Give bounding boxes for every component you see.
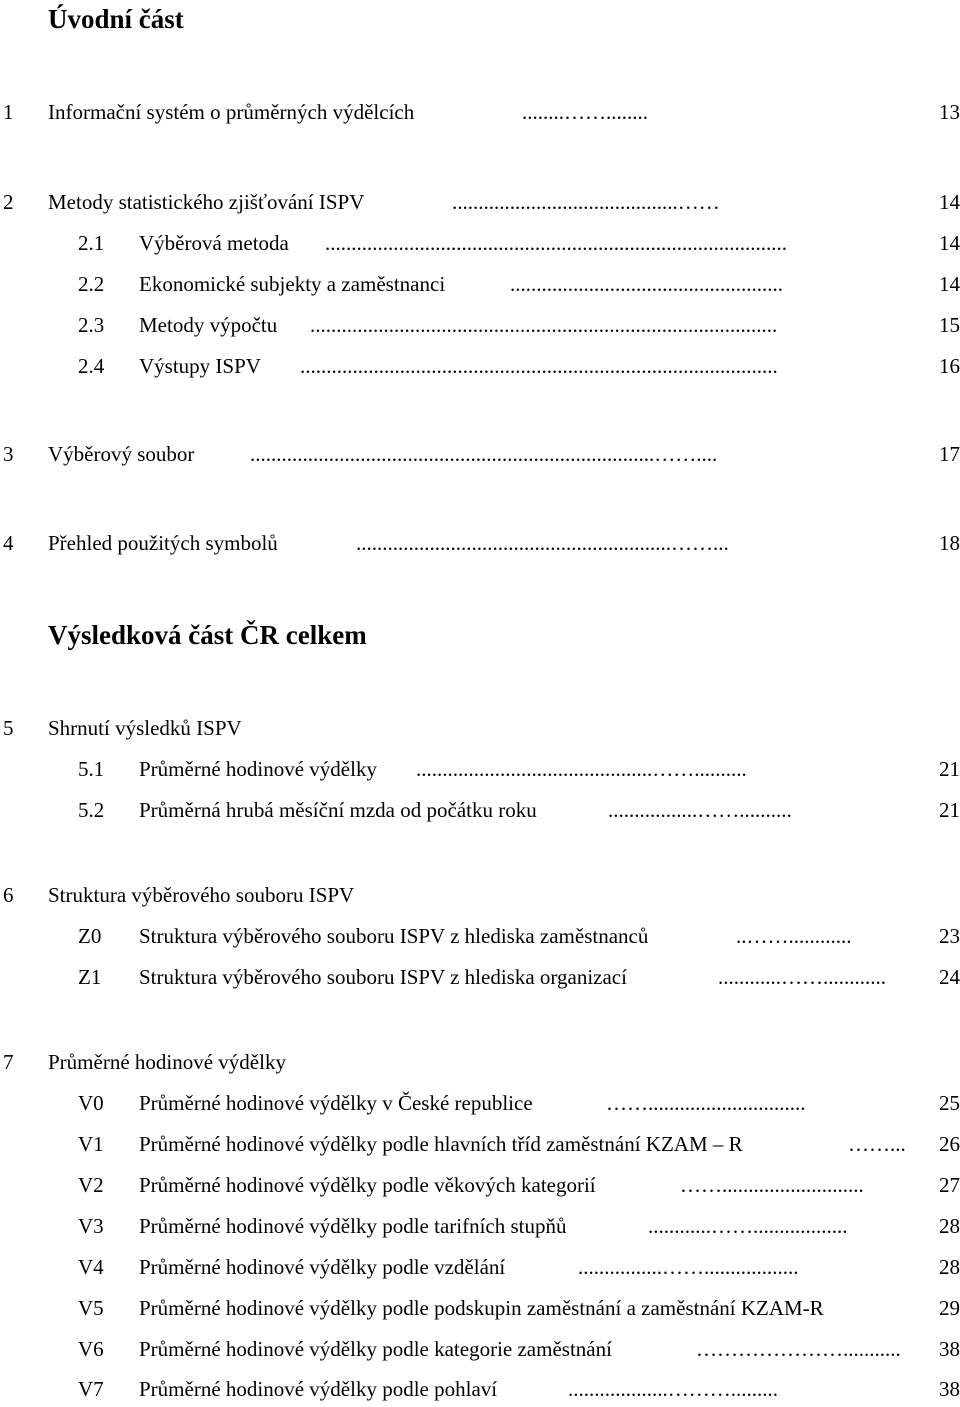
toc-num: 6 [3,883,14,907]
toc-dots: ............……............ [718,965,886,989]
toc-num: V5 [78,1296,104,1320]
toc-page: 23 [939,924,960,948]
toc-title[interactable]: Výběrový soubor [48,442,195,466]
toc-num: V4 [78,1255,104,1279]
toc-title[interactable]: Průměrné hodinové výdělky v České republice [139,1091,533,1115]
toc-dots: ............................................................……... [356,531,729,555]
toc-page: 21 [939,757,960,781]
toc-page: 29 [939,1296,960,1320]
toc-dots: …….............................. [606,1091,806,1115]
toc-page: 26 [939,1132,960,1156]
toc-dots: ........................................................................................ [325,231,787,255]
toc-dots: ............…….................. [648,1214,848,1238]
toc-num: 3 [3,442,14,466]
toc-dots: ...........................................…… [452,190,720,214]
toc-page: 21 [939,798,960,822]
toc-dots: .................…….......... [608,798,792,822]
toc-dots: .................................................... [510,272,783,296]
toc-title[interactable]: Struktura výběrového souboru ISPV [48,883,355,907]
toc-title[interactable]: Průměrné hodinové výdělky podle vzdělání [139,1255,506,1279]
toc-dots: ..……............ [736,924,852,948]
toc-page: 38 [939,1337,960,1361]
toc-num: V1 [78,1132,104,1156]
toc-page: 28 [939,1255,960,1279]
toc-page: 18 [939,531,960,555]
toc-title[interactable]: Struktura výběrového souboru ISPV z hlediska organizací [139,965,627,989]
toc-title[interactable]: Struktura výběrového souboru ISPV z hlediska zaměstnanců [139,924,649,948]
toc-num: V6 [78,1337,104,1361]
toc-num: 1 [3,100,14,124]
toc-num: 2.3 [78,313,105,337]
toc-title[interactable]: Výstupy ISPV [139,354,261,378]
toc-title[interactable]: Průměrná hrubá měsíční mzda od počátku roku [139,798,537,822]
toc-dots: .............................................................................…….... [250,442,718,466]
toc-num: 5 [3,716,14,740]
toc-title[interactable]: Metody statistického zjišťování ISPV [48,190,365,214]
toc-page: 14 [939,272,960,296]
toc-num: 7 [3,1050,14,1074]
toc-dots: …………………........... [696,1337,901,1361]
toc-dots: .............................................…….......... [416,757,747,781]
toc-title[interactable]: Průměrné hodinové výdělky [139,757,377,781]
toc-page: 38 [939,1377,960,1401]
toc-num: 2 [3,190,14,214]
toc-num: Z1 [78,965,102,989]
toc-dots: ...................………......... [568,1377,778,1401]
toc-dots: ................…….................. [578,1255,799,1279]
toc-dots: ........……........ [522,100,648,124]
toc-page: 13 [939,100,960,124]
toc-page: 24 [939,965,960,989]
heading-results: Výsledková část ČR celkem [48,620,367,650]
toc-num: 4 [3,531,14,555]
toc-num: 5.2 [78,798,105,822]
toc-num: V7 [78,1377,104,1401]
toc-num: V0 [78,1091,104,1115]
toc-title[interactable]: Průměrné hodinové výdělky [48,1050,286,1074]
toc-page: 15 [939,313,960,337]
toc-num: 2.4 [78,354,105,378]
toc-num: 5.1 [78,757,105,781]
toc-title[interactable]: Metody výpočtu [139,313,278,337]
toc-title[interactable]: Výběrová metoda [139,231,289,255]
toc-title[interactable]: Průměrné hodinové výdělky podle hlavních tříd zaměstnání KZAM – R [139,1132,743,1156]
toc-title[interactable]: Přehled použitých symbolů [48,531,278,555]
toc-dots: ……... [848,1132,906,1156]
toc-page: 25 [939,1091,960,1115]
toc-page: 17 [939,442,960,466]
toc-title[interactable]: Ekonomické subjekty a zaměstnanci [139,272,446,296]
toc-title[interactable]: Informační systém o průměrných výdělcích [48,100,415,124]
toc-num: 2.2 [78,272,105,296]
toc-title[interactable]: Průměrné hodinové výdělky podle kategorie zaměstnání [139,1337,612,1361]
toc-title[interactable]: Shrnutí výsledků ISPV [48,716,242,740]
toc-title[interactable]: Průměrné hodinové výdělky podle tarifních stupňů [139,1214,567,1238]
toc-num: V2 [78,1173,104,1197]
toc-num: V3 [78,1214,104,1238]
toc-page: 16 [939,354,960,378]
toc-page: 27 [939,1173,960,1197]
toc-title[interactable]: Průměrné hodinové výdělky podle věkových kategorií [139,1173,596,1197]
toc-dots: ……........................... [680,1173,864,1197]
toc-num: 2.1 [78,231,105,255]
toc-title[interactable]: Průměrné hodinové výdělky podle pohlaví [139,1377,498,1401]
toc-dots: ......................................................................................... [310,313,778,337]
toc-page: 14 [939,190,960,214]
toc-page: 28 [939,1214,960,1238]
toc-title[interactable]: Průměrné hodinové výdělky podle podskupin zaměstnání a zaměstnání KZAM-R [139,1296,824,1320]
heading-intro: Úvodní část [48,4,184,34]
toc-dots: ........................................................................................... [300,354,778,378]
toc-page: 14 [939,231,960,255]
toc-num: Z0 [78,924,102,948]
